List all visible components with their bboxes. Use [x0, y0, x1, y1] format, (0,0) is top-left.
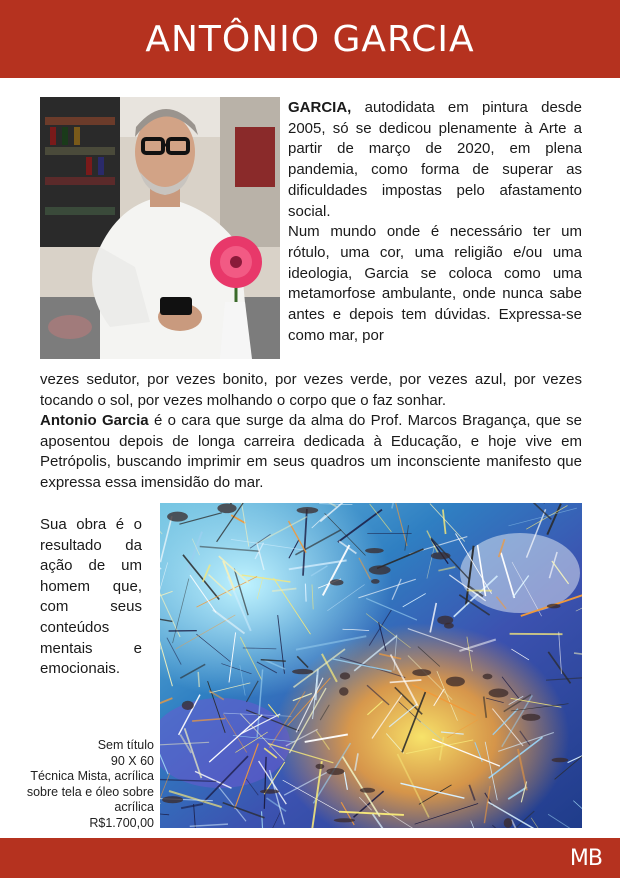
continuation-paragraph-1: vezes sedutor, por vezes bonito, por vezes verde, por vezes azul, por vezes tocando o sol, por vezes molhando o corpo que o faz sonhar. — [40, 371, 582, 409]
artwork-technique-line-2: sobre tela e óleo sobre — [26, 784, 154, 799]
intro-text — [288, 98, 582, 346]
intro-lead: GARCIA, — [288, 99, 352, 116]
artwork-technique-line-3: acrílica — [114, 800, 154, 814]
artwork-technique-line-1: Técnica Mista, acrílica — [30, 769, 154, 783]
intro-paragraph-2: Num mundo onde é necessário ter um rótulo, uma cor, uma religião e/ou uma ideologia, Garcia se coloca como uma metamorfose ambulante, onde nunca sabe antes e depois tem dúvidas. Expressa-se como mar, por — [288, 223, 582, 344]
artist-photo — [40, 97, 280, 359]
artist-name: Antonio Garcia — [40, 412, 149, 430]
continuation-text — [40, 370, 582, 494]
page-header — [0, 0, 620, 78]
page-title: ANTÔNIO GARCIA — [145, 18, 475, 60]
continuation-p2-text: é o cara que surge da alma do Prof. Marcos Bragança, que se aposentou depois de longa carreira dedicada à Educação, e hoje vive em Petrópolis, buscando imprimir em seus quadros um inconsciente manifesto que expressa essa imensidão do mar. — [40, 412, 582, 491]
artwork-title: Sem título — [97, 738, 154, 752]
side-text: Sua obra é o resultado da ação de um homem que, com seus conteúdos mentais e emocionais. — [40, 516, 142, 678]
artwork-size: 90 X 60 — [110, 753, 154, 768]
page-footer — [0, 838, 620, 878]
intro-p1-text: autodidata em pintura desde 2005, só se dedicou plenamente à Arte a partir de março de 2020, em plena pandemia, como forma de superar as dificuldades impostas pelo afastamento social. — [288, 99, 582, 220]
artwork-price: R$1.700,00 — [89, 815, 154, 830]
intro-paragraph-1 — [288, 98, 582, 222]
artwork-caption — [0, 738, 154, 831]
continuation-paragraph-2 — [40, 411, 582, 493]
mb-logo: MB — [569, 846, 602, 871]
painting-image — [160, 503, 582, 828]
